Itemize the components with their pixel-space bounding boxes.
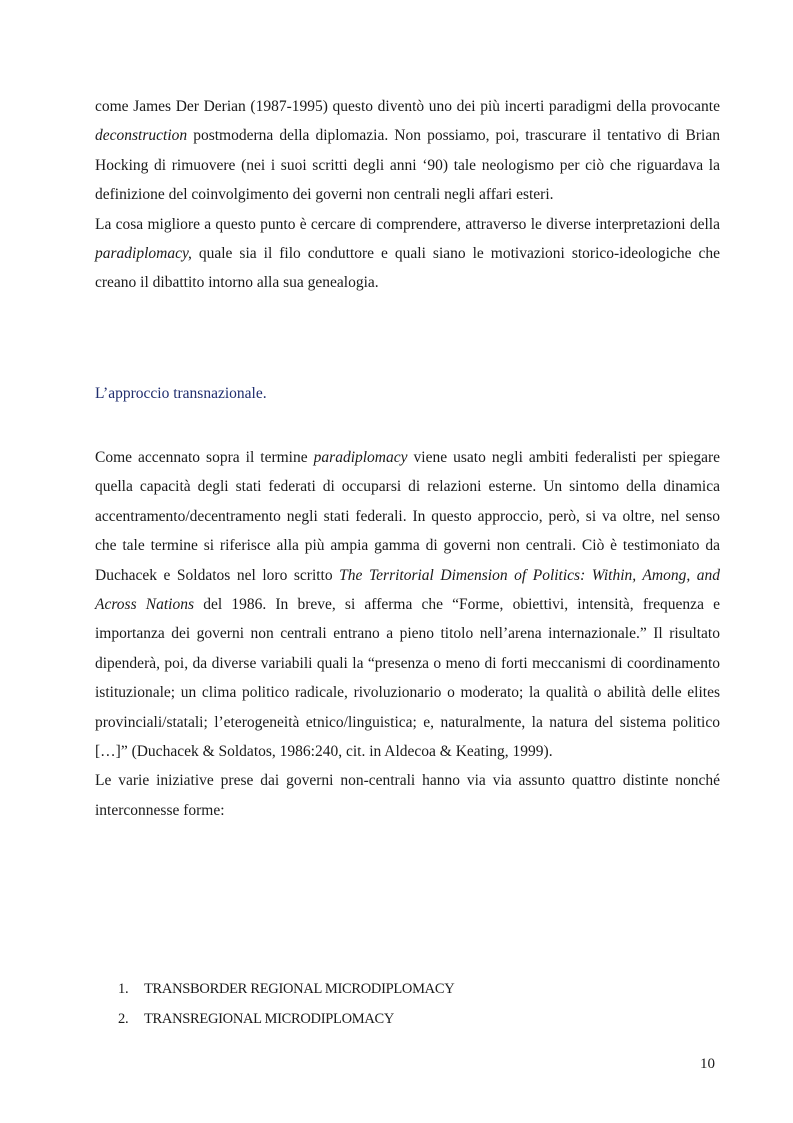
text-run: postmoderna della diplomazia. Non possiamo, poi, trascurare il tentativo di Brian Hocking di rimuovere (nei i suoi scritti degli anni ‘90) tale neologismo per ciò che riguardava la definizione del coinvolgimento dei governi non centrali negli affari esteri. [95,127,720,204]
text-run: del 1986. In breve, si afferma che “Forme, obiettivi, intensità, frequenza e importanza dei governi non centrali entrano a pieno titolo nell’arena internazionale.” Il risultato dipenderà, poi, da diverse variabili quali la “presenza o meno di forti meccanismi di coordinamento istituzionale; un clima politico radicale, rivoluzionario o moderato; la qualità o abilità delle elites provinciali/statali; l’eterogeneità etnico/linguistica; e, naturalmente, la natura del sistema politico […]” (Duchacek & Soldatos, 1986:240, cit. in Aldecoa & Keating, 1999). [95,596,720,761]
text-run: Le varie iniziative prese dai governi non-centrali hanno via via assunto quattro distinte nonché interconnesse forme: [95,772,720,819]
italic-text: deconstruction [95,127,188,145]
paragraph [95,210,720,298]
text-run: quale sia il filo conduttore e quali siano le motivazioni storico-ideologiche che creano il dibattito intorno alla sua genealogia. [95,245,720,292]
list-item-text: TRANSBORDER REGIONAL MICRODIPLOMACY [144,981,455,997]
list-item [118,1004,454,1034]
list-item-number: 2. [118,1011,129,1027]
paragraph [95,766,720,825]
text-run: La cosa migliore a questo punto è cercare di comprendere, attraverso le diverse interpretazioni della [95,215,720,233]
section-heading: L’approccio transnazionale. [95,385,267,402]
italic-text: paradiplomacy, [95,245,192,263]
list-item-number: 1. [118,981,129,997]
paragraph [95,443,720,766]
italic-text: The Territorial Dimension of Politics: Within, Among, and Across Nations [95,566,720,614]
paragraph [95,92,720,210]
text-run: Come accennato sopra il termine [95,449,314,466]
list-item [118,974,454,1004]
page-number: 10 [700,1056,715,1072]
list-item-text: TRANSREGIONAL MICRODIPLOMACY [144,1011,395,1027]
numbered-list [118,974,454,1034]
body-text-top [95,92,720,298]
body-text-bottom [95,443,720,825]
text-run: viene usato negli ambiti federalisti per spiegare quella capacità degli stati federati di occuparsi di relazioni esterne. Un sintomo della dinamica accentramento/decentramento negli stati federali. In questo approccio, però, si va oltre, nel senso che tale termine si riferisce alla più ampia gamma di governi non centrali. Ciò è testimoniato da Duchacek e Soldatos nel loro scritto [95,449,720,584]
italic-text: paradiplomacy [313,449,408,466]
text-run: come James Der Derian (1987-1995) questo diventò uno dei più incerti paradigmi della provocante [95,98,720,115]
